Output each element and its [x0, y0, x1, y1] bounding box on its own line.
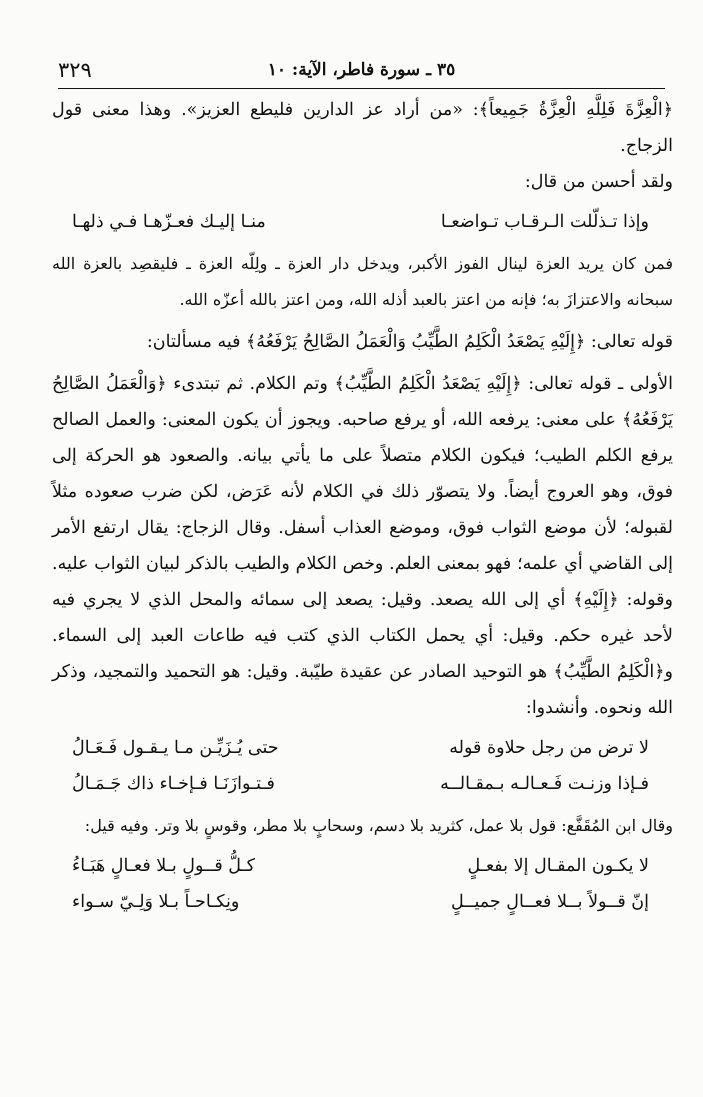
verse-hemistich-right: إنّ قــولاً بــلا فعــالٍ جميــلٍ	[450, 892, 649, 912]
page-header	[58, 54, 665, 89]
paragraph-verse-quote: قوله تعالى: ﴿إِلَيْهِ يَصْعَدُ الْكَلِمُ الطَّيِّبُ وَالْعَمَلُ الصَّالِحُ يَرْفَعُهُ﴾ فيه مسألتان:	[146, 332, 673, 352]
verse-line	[52, 848, 673, 884]
verse-line	[52, 730, 673, 766]
paragraph-first-issue: الأولى ـ قوله تعالى: ﴿إِلَيْهِ يَصْعَدُ الْكَلِمُ الطَّيِّبُ﴾ وتم الكلام. ثم تبتدىء ﴿وَالْعَمَلُ الصَّالِحُ يَرْفَعُهُ﴾ على معنى: يرفعه الله، أو يرفع صاحبه. ويجوز أن يكون المعنى: والعمل الصالح يرفع الكلم الطيب؛ فيكون الكلام متصلاً على ما يأتي بيانه. والصعود هو الحركة إلى فوق، وهو العروج أيضاً. ولا يتصوّر ذلك في الكلام لأنه عَرَض، لكن ضرب صعوده مثلاً لقبوله؛ لأن موضع الثواب فوق، وموضع العذاب أسفل. وقال الزجاج: يقال ارتفع الأمر إلى القاضي أي علمه؛ فهو بمعنى العلم. وخص الكلام والطيب بالذكر لبيان الثواب عليه. وقوله: ﴿إِلَيْهِ﴾ أي إلى الله يصعد. وقيل: يصعد إلى سمائه والمحل الذي لا يجري فيه لأحد غيره حكم. وقيل: أي يحمل الكتاب الذي كتب فيه طاعات العبد إلى السماء. و﴿الْكَلِمُ الطَّيِّبُ﴾ هو التوحيد الصادر عن عقيدة طيّبة. وقيل: هو التحميد والتمجيد، وذكر الله ونحوه. وأنشدوا:	[52, 374, 673, 718]
verse-hemistich-right: وإذا تـذلّلت الـرقـاب تـواضعـا	[440, 212, 649, 232]
verse-hemistich-left: ونِكـاحـاً بـلا وَلِـيّ سـواء	[72, 892, 240, 912]
verse-hemistich-left: فـتـوازَنَـا فـإخـاء ذاك جَـمَـالُ	[72, 774, 275, 794]
verse-hemistich-right: لا يكـون المقـال إلا بفعـلٍ	[467, 856, 649, 876]
verse-hemistich-right: فـإذا وزنـت فَـعـالـه بـمقـالــه	[440, 774, 649, 794]
paragraph-izza: ﴿الْعِزَّةَ فَلِلَّهِ الْعِزَّةُ جَمِيعاً﴾: «من أراد عز الدارين فليطع العزيز». وهذا معنى قول الزجاج.	[52, 100, 673, 156]
page-body	[52, 92, 673, 920]
verse-hemistich-left: منـا إليـك فعـزّهـا فـي ذلهـا	[72, 212, 266, 232]
paragraph-ibn-muqaffa: وقال ابن المُقَفَّع: قول بلا عمل، كثريد بلا دسم، وسحابٍ بلا مطر، وقوسٍ بلا وتر. وفيه قيل:	[84, 816, 673, 835]
verse-hemistich-left: حتى يُـزَيِّـن مـا يـقـول فَـعَـالُ	[72, 738, 279, 758]
verse-hemistich-left: كـلُّ قــولٍ بـلا فعـالٍ هَبَـاءُ	[72, 856, 255, 876]
running-title: ٣٥ ـ سورة فاطر، الآية: ١٠	[267, 60, 456, 80]
verse-line	[52, 884, 673, 920]
verse-line	[52, 204, 673, 240]
paragraph-poem-intro: ولقد أحسن من قال:	[524, 172, 673, 192]
paragraph-seeking-izza: فمن كان يريد العزة لينال الفوز الأكبر، ويدخل دار العزة ـ ولِلّه العزة ـ فليقصِد بالعزة الله سبحانه والاعتزازَ به؛ فإنه من اعتز بالعبد أذله الله، ومن اعتز بالله أعزّه الله.	[52, 254, 673, 309]
verse-hemistich-right: لا ترض من رجل حلاوة قوله	[449, 738, 649, 758]
verse-line	[52, 766, 673, 802]
page-number: ٣٢٩	[58, 58, 92, 82]
